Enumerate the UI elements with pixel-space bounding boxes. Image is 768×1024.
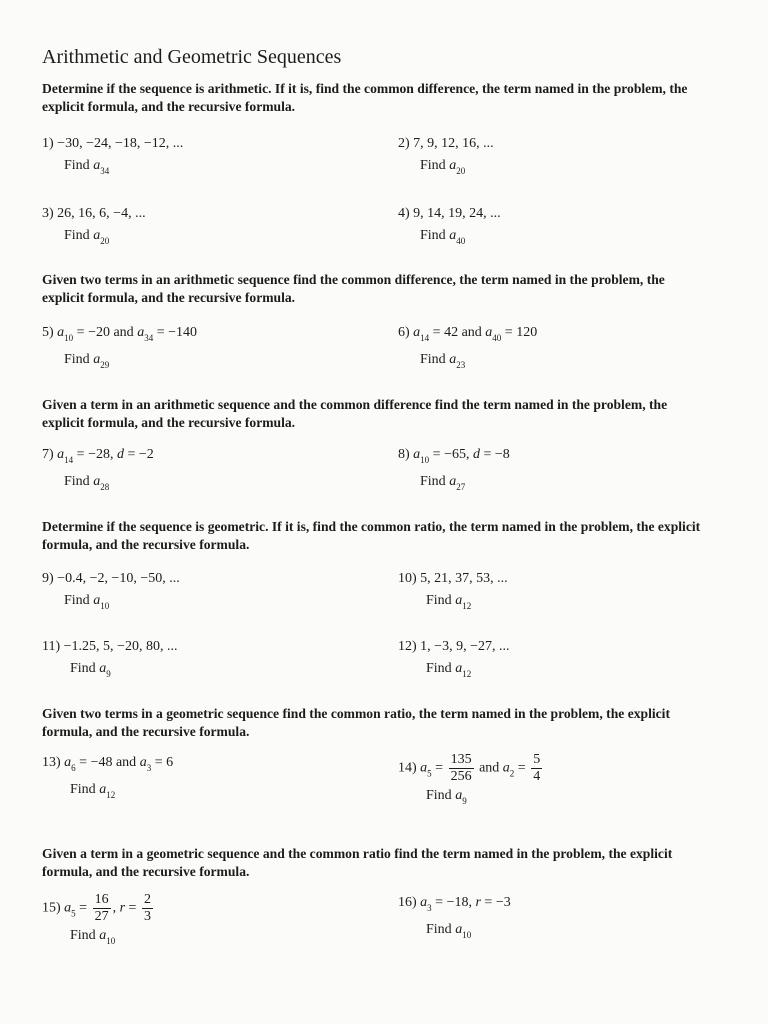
problem-9: 9) −0.4, −2, −10, −50, ... Find $a_{10}$ — [42, 571, 180, 611]
problem-11: 11) −1.25, 5, −20, 80, ... Find $a_9$ — [42, 639, 178, 679]
problem-8: 8) $a_{10} = -65$, d = −8 Find $a_{27}$ — [398, 447, 510, 492]
page-title: Arithmetic and Geometric Sequences — [42, 46, 342, 68]
problem-4: 4) 9, 14, 19, 24, ... Find $a_{40}$ — [398, 206, 501, 246]
problem-15: 15) $a_5$ = $\frac{16}{27}$ , r = $\frac{2}{3}$ Find $a_{10}$ — [42, 892, 151, 946]
problem-16: 16) $a_3 = -18$, r = −3 Find $a_{10}$ — [398, 895, 511, 940]
section-1-instructions: Determine if the sequence is arithmetic. If it is, find the common difference, the term named in the problem, the explicit formula, and the recursive formula. — [42, 81, 688, 114]
problem-5: 5) $a_{10} = -20$ and $a_{34} = -140$ Find $a_{29}$ — [42, 325, 197, 370]
problem-3: 3) 26, 16, 6, −4, ... Find $a_{20}$ — [42, 206, 146, 246]
section-4-instructions: Determine if the sequence is geometric. If it is, find the common ratio, the term named in the problem, the explicit formula, and the recursive formula. — [42, 519, 701, 552]
fraction: $\frac{5}{4}$ — [533, 752, 541, 784]
section-3-instructions: Given a term in an arithmetic sequence and the common difference find the term named in the problem, the explicit formula, and the recursive formula. — [42, 397, 668, 430]
problem-13: 13) $a_6 = -48$ and $a_3 = 6$ Find $a_{12}$ — [42, 755, 174, 800]
problem-12: 12) 1, −3, 9, −27, ... Find $a_{12}$ — [398, 639, 510, 679]
section-5-instructions: Given two terms in a geometric sequence find the common ratio, the term named in the problem, the explicit formula, and the recursive formula. — [42, 706, 670, 739]
section-6-instructions: Given a term in a geometric sequence and the common ratio find the term named in the problem, the explicit formula, and the recursive formula. — [42, 846, 673, 879]
problem-1: 1) −30, −24, −18, −12, ... Find $a_{34}$ — [42, 136, 184, 176]
problem-6: 6) $a_{14} = 42$ and $a_{40} = 120$ Find $a_{23}$ — [398, 325, 538, 370]
problem-2: 2) 7, 9, 12, 16, ... Find $a_{20}$ — [398, 136, 494, 176]
problem-10: 10) 5, 21, 37, 53, ... Find $a_{12}$ — [398, 571, 508, 611]
fraction: $\frac{16}{27}$ — [94, 892, 109, 924]
fraction: $\frac{135}{256}$ — [450, 752, 472, 784]
fraction: $\frac{2}{3}$ — [143, 892, 151, 924]
problem-7: 7) $a_{14} = -28$, d = −2 Find $a_{28}$ — [42, 447, 154, 492]
section-2-instructions: Given two terms in an arithmetic sequence find the common difference, the term named in the problem, the explicit formula, and the recursive formula. — [42, 272, 665, 305]
problem-14: 14) $a_5$ = $\frac{135}{256}$ and $a_2$ = $\frac{5}{4}$ Find $a_9$ — [398, 752, 541, 806]
